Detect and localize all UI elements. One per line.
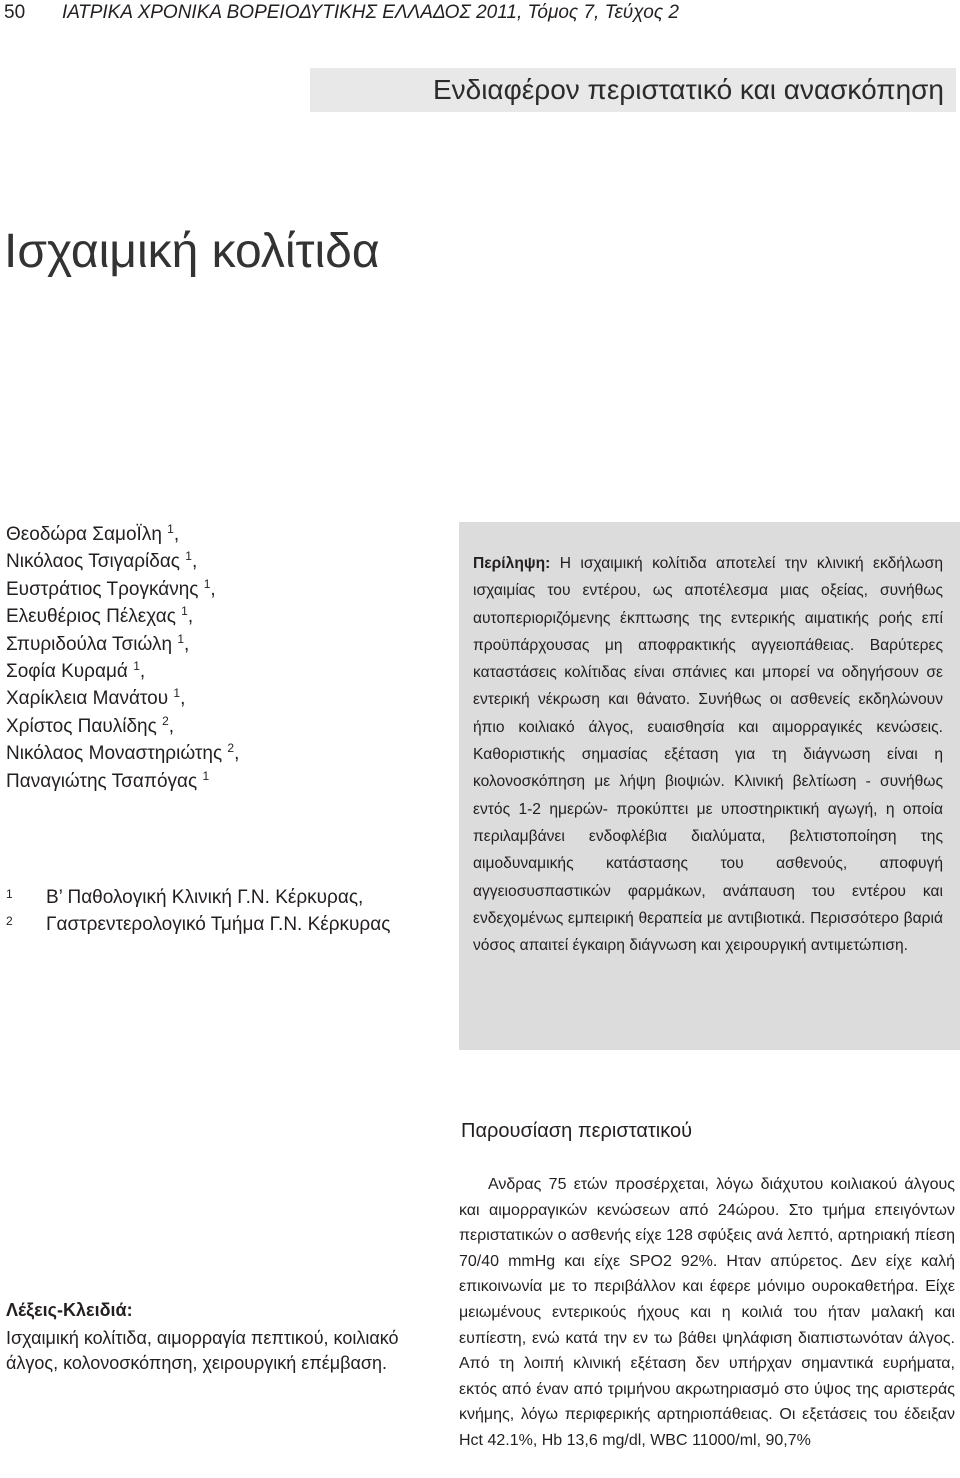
- abstract-box: [459, 522, 960, 1050]
- author: Ευστράτιος Τρογκάνης $^1$,: [6, 576, 216, 600]
- authors-list: [6, 521, 239, 795]
- affiliation-text: Γαστρεντερολογικό Τμήμα Γ.Ν. Κέρκυρας: [46, 914, 391, 935]
- author: Χρίστος Παυλίδης $^2$,: [6, 713, 175, 737]
- author: Σπυριδούλα Τσιώλη $^1$,: [6, 631, 190, 655]
- case-presentation-heading: Παρουσίαση περιστατικού: [461, 1120, 693, 1142]
- section-banner-text: Ενδιαφέρον περιστατικό και ανασκόπηση: [432, 74, 944, 105]
- author: Θεοδώρα ΣαμοΪλη $^1$,: [6, 522, 180, 545]
- abstract-label: Περίληψη:: [473, 555, 551, 572]
- case-presentation-text: Ανδρας 75 ετών προσέρχεται, λόγω διάχυτου κοιλιακού άλγους και αιμορραγικών κενώσεων από 24ώρου. Στο τμήμα επειγόντων περιστατικών ο ασθενής είχε 128 σφύξεις ανά λεπτό, αρτηριακή πίεση 70/40 mmHg και είχε SPO2 92%. Ηταν απύρετος. Δεν είχε καλή επικοινωνία με το περιβάλλον και έφερε μόνιμο ουροκαθετήρα. Είχε μειωμένους εντερικούς ήχους και η κοιλιά του ήταν μαλακή και ευπίεστη, ενώ κατά την εν τω βάθει ψηλάφιση διαπιστωνόταν άλγος. Από τη λοιπή κλινική εξέταση δεν υπήρχαν σημαντικά ευρήματα, εκτός από έναν από τριμήνου ακρωτηριασμό στο ύψος της αριστεράς κνήμης, λόγω περιφερικής αρτηριοπάθειας. Οι εξετάσεις του έδειξαν Hct 42.1%, Hb 13,6 mg/dl, WBC 11000/ml, 90,7%: [459, 1176, 955, 1449]
- page-number: 50: [4, 2, 26, 23]
- affiliation-number: 2: [6, 914, 13, 928]
- abstract-body: Η ισχαιμική κολίτιδα αποτελεί την κλινική εκδήλωση ισχαιμίας του εντέρου, ως αποτέλεσμα μιας οξείας, συνήθως αυτοπεριοριζόμενης έκπτωσης της εντερικής αιματικής ροής επί προϋπάρχουσας μη αποφρακτικής αγγειοπάθειας. Βαρύτερες καταστάσεις κολίτιδας είναι σπάνιες και μπορεί να οδηγήσουν σε εντερική νέκρωση και θάνατο. Συνήθως οι ασθενείς εκδηλώνουν ήπιο κοιλιακό άλγος, ευαισθησία και αιμορραγικές κενώσεις. Καθοριστικής σημασίας εξέταση για τη διάγνωση είναι η κολονοσκόπηση με λήψη βιοψιών. Κλινική βελτίωση - συνήθως εντός 1-2 ημερών- προκύπτει με υποστηρικτική αγωγή, η οποία περιλαμβάνει ενδοφλέβια διαλύματα, βελτιστοποίηση της αιμοδυναμικής κατάστασης του ασθενούς, αποφυγή αγγειοσυσπαστικών φαρμάκων, ανάπαυση του εντέρου και ενδεχομένως εμπειρική θεραπεία με αντιβιοτικά. Περισσότερο βαριά νόσος απαιτεί έγκαιρη διάγνωση και χειρουργική αντιμετώπιση.: [473, 555, 943, 955]
- author: Νικόλαος Μοναστηριώτης $^2$,: [6, 741, 240, 765]
- keywords-label: Λέξεις-Κλειδιά:: [6, 1300, 133, 1320]
- author: Ελευθέριος Πέλεχας $^1$,: [6, 604, 194, 628]
- author: Χαρίκλεια Μανάτου $^1$,: [6, 686, 186, 710]
- affiliation: [6, 911, 390, 938]
- affiliation-text: Β’ Παθολογική Κλινική Γ.Ν. Κέρκυρας,: [46, 887, 364, 908]
- affiliations: [6, 884, 390, 938]
- author: Παναγιώτης Τσαπόγας $^1$: [6, 768, 210, 792]
- journal-header: ΙΑΤΡΙΚΑ ΧΡΟΝΙΚΑ ΒΟΡΕΙΟΔΥΤΙΚΗΣ ΕΛΛΑΔΟΣ 2011, Τόμος 7, Τεύχος 2: [62, 2, 679, 23]
- affiliation-number: 1: [6, 887, 13, 901]
- keywords-text: Ισχαιμική κολίτιδα, αιμορραγία πεπτικού, κοιλιακό άλγος, κολονοσκόπηση, χειρουργική επέμβαση.: [6, 1328, 399, 1373]
- abstract-text: [473, 550, 943, 959]
- affiliation: [6, 884, 390, 911]
- author: Σοφία Κυραμά $^1$,: [6, 659, 146, 683]
- author: Νικόλαος Τσιγαρίδας $^1$,: [6, 549, 198, 573]
- section-banner: [310, 68, 956, 112]
- article-title: Ισχαιμική κολίτιδα: [4, 225, 380, 278]
